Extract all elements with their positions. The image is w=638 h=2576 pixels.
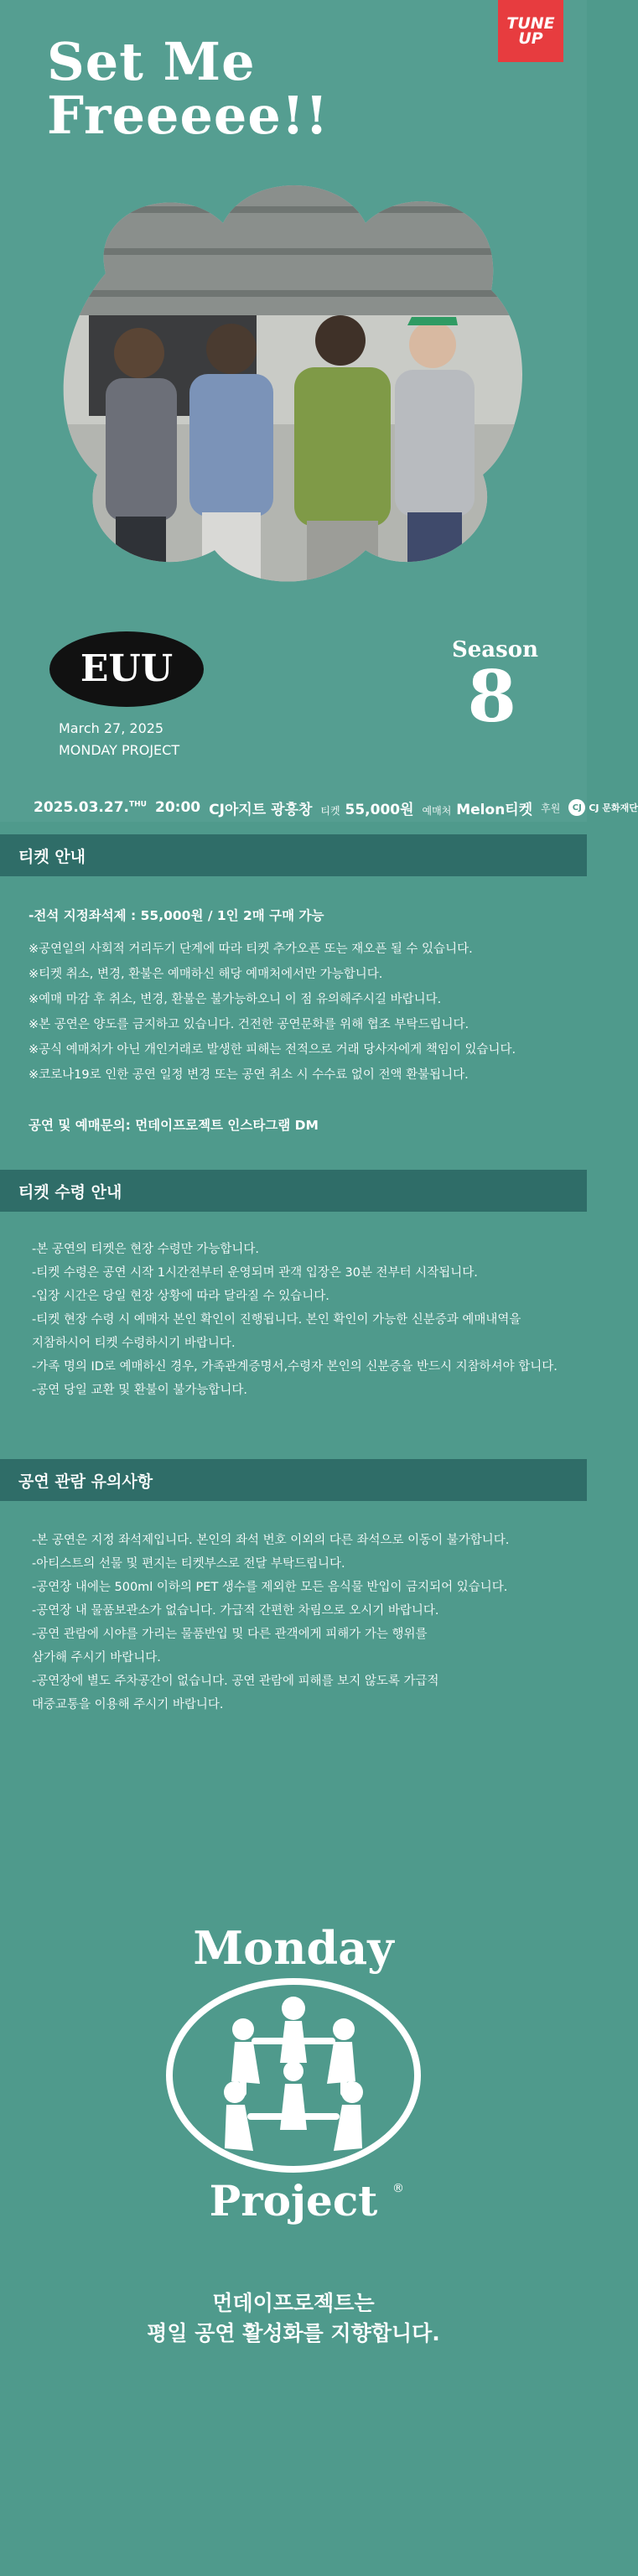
ticket-info-line: ※티켓 취소, 변경, 환불은 예매하신 해당 예매처에서만 가능합니다. [29, 968, 383, 981]
poster-org: MONDAY PROJECT [59, 742, 180, 758]
section-header-viewing-notes [0, 1459, 587, 1501]
viewing-note-line: -본 공연은 지정 좌석제입니다. 본인의 좌석 번호 이외의 다른 좌석으로 이동이 불가합니다. [32, 1534, 510, 1547]
info-ticket: 티켓 55,000원 [320, 801, 414, 818]
ticket-info-line: ※공식 예매처가 아닌 개인거래로 발생한 피해는 전적으로 거래 당사자에게 책임이 있습니다. [29, 1043, 516, 1057]
section-title: 티켓 수령 안내 [18, 1182, 122, 1202]
dancing-figures-icon [224, 1997, 363, 2151]
brand-line2: UP [518, 29, 543, 48]
tagline-line1: 먼데이프로젝트는 [212, 2291, 375, 2315]
poster-date-block [59, 718, 179, 761]
info-sponsor-label: 후원 [541, 802, 561, 814]
ticket-contact-line: 공연 및 예매문의: 먼데이프로젝트 인스타그램 DM [29, 1118, 319, 1133]
viewing-note-line: -공연장 내에는 500ml 이하의 PET 생수를 제외한 모든 음식물 반입이 금지되어 있습니다. [32, 1581, 508, 1594]
monday-project-logo [159, 1903, 428, 2239]
poster-date: March 27, 2025 [59, 720, 164, 736]
info-venue: CJ아지트 광흥창 [209, 801, 313, 818]
band-photo [55, 173, 528, 584]
ticket-pickup-line: -가족 명의 ID로 예매하신 경우, 가족관계증명서,수령자 본인의 신분증을 반드시 지참하셔야 합니다. [32, 1360, 558, 1374]
viewing-note-line: -공연장에 별도 주차공간이 없습니다. 공연 관람에 피해를 보지 않도록 가급적 [32, 1675, 439, 1688]
section-title: 공연 관람 유의사항 [18, 1472, 153, 1491]
euu-logo-text: EUU [80, 647, 174, 690]
tuneup-logo [498, 0, 563, 62]
viewing-note-line: 대중교통을 이용해 주시기 바랍니다. [32, 1698, 224, 1711]
tagline-line2: 평일 공연 활성화를 지향합니다. [147, 2321, 440, 2345]
section-header-ticket-pickup [0, 1170, 587, 1212]
title-line2: Freeeee!! [47, 85, 329, 146]
ticket-pickup-line: -공연 당일 교환 및 환불이 불가능합니다. [32, 1384, 247, 1397]
ticket-info-line: ※공연일의 사회적 거리두기 단계에 따라 티켓 추가오픈 또는 재오픈 될 수 있습니다. [29, 943, 473, 956]
info-time: 20:00 [155, 799, 201, 816]
logo-bottom-text: Project [209, 2176, 378, 2225]
ticket-info-line: ※본 공연은 양도를 금지하고 있습니다. 건전한 공연문화를 위해 협조 부탁드립니다. [29, 1018, 469, 1031]
section-title: 티켓 안내 [18, 847, 86, 866]
viewing-note-line: 삼가해 주시기 바랍니다. [32, 1651, 161, 1665]
event-info-bar [34, 797, 638, 818]
ticket-pickup-line: -본 공연의 티켓은 현장 수령만 가능합니다. [32, 1243, 260, 1256]
logo-top-text: Monday [193, 1921, 394, 1975]
brand-line1: TUNE [506, 14, 555, 33]
season-number: 8 [467, 655, 516, 738]
info-booking: 예매처 Melon티켓 [422, 801, 533, 818]
season-label: Season [451, 637, 538, 662]
ticket-info-line: ※코로나19로 인한 공연 일정 변경 또는 공연 취소 시 수수료 없이 전액 환불됩니다. [29, 1068, 469, 1082]
ticket-pickup-line: 지참하시어 티켓 수령하시기 바랍니다. [32, 1337, 236, 1350]
ticket-info-line: ※예매 마감 후 취소, 변경, 환불은 불가능하오니 이 점 유의해주시길 바랍니다. [29, 993, 442, 1006]
info-day: THU [129, 800, 147, 809]
poster-title [47, 31, 329, 146]
ticket-info-line: -전석 지정좌석제 : 55,000원 / 1인 2매 구매 가능 [29, 908, 324, 923]
title-line1: Set Me [47, 31, 256, 92]
ticket-pickup-line: -입장 시간은 당일 현장 상황에 따라 달라질 수 있습니다. [32, 1290, 329, 1303]
viewing-note-line: -아티스트의 선물 및 편지는 티켓부스로 전달 부탁드립니다. [32, 1557, 345, 1571]
cj-icon: CJ [568, 799, 585, 816]
info-date: 2025.03.27.$^{THU}$ [34, 799, 147, 816]
viewing-note-line: -공연장 내 물품보관소가 없습니다. 가급적 간편한 차림으로 오시기 바랍니다. [32, 1604, 439, 1618]
euu-logo [49, 631, 205, 708]
viewing-note-line: -공연 관람에 시야를 가리는 물품반입 및 다른 관객에게 피해가 가는 행위를 [32, 1628, 428, 1641]
event-poster [0, 0, 638, 822]
cj-logo: CJ CJ 문화재단 [568, 799, 638, 816]
ticket-pickup-line: -티켓 수령은 공연 시작 1시간전부터 운영되며 관객 입장은 30분 전부터 시작됩니다. [32, 1266, 478, 1280]
registered-mark: ® [392, 2182, 404, 2195]
ticket-pickup-line: -티켓 현장 수령 시 예매자 본인 확인이 진행됩니다. 본인 확인이 가능한 신분증과 예매내역을 [32, 1313, 521, 1327]
section-header-ticket-info [0, 834, 587, 876]
